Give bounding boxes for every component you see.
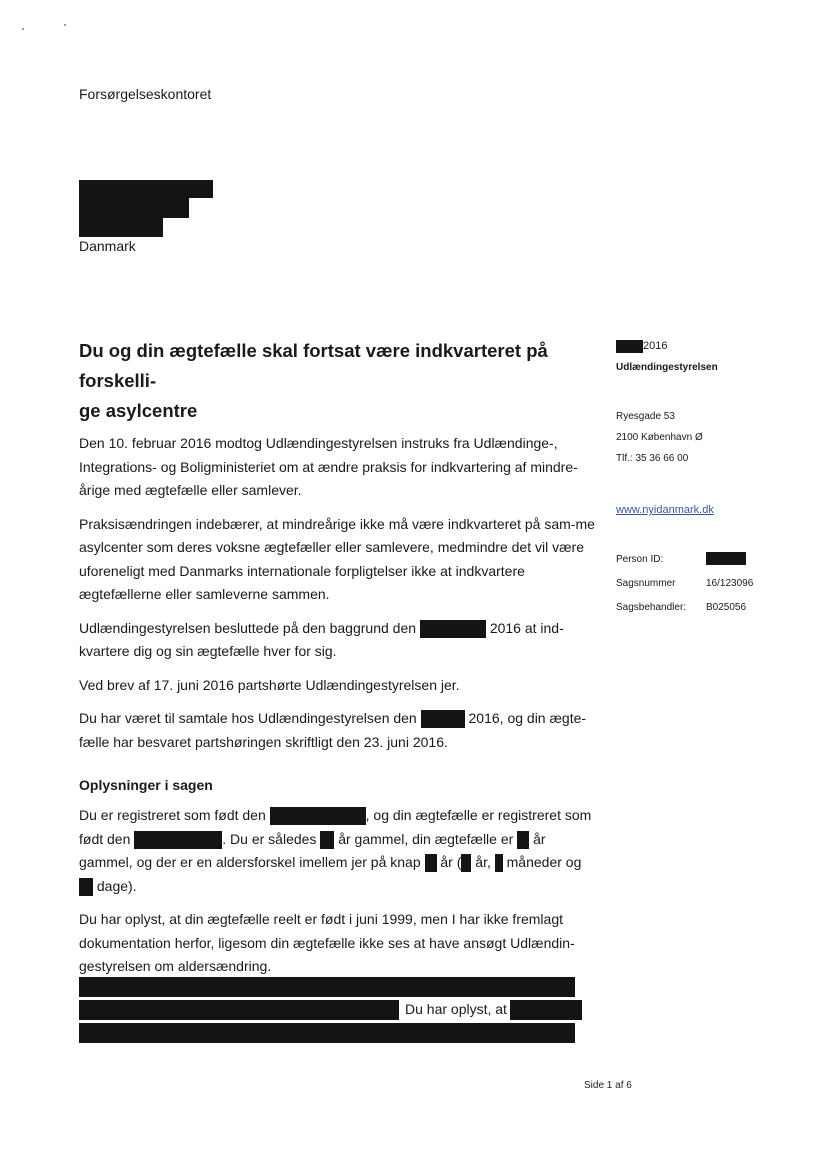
person-id-label: Person ID: (616, 553, 664, 565)
section-paragraph-2: Du har oplyst, at din ægtefælle reelt er født i juni 1999, men I har ikke fremlagt dokumentation herfor, ligesom din ægtefælle ikke ses at have ansøgt Udlændin-gestyrelsen om aldersændring. (79, 911, 575, 974)
sender-sidebar (616, 336, 816, 378)
case-info (616, 547, 753, 619)
paragraph-5: Du har været til samtale hos Udlændingestyrelsen den 2016, og din ægte-fælle har besvaret partshøringen skriftligt den 23. juni 2016. (79, 710, 587, 750)
case-number-label: Sagsnummer (616, 577, 676, 589)
city: 2100 København Ø (616, 432, 703, 443)
paragraph-3: Udlændingestyrelsen besluttede på den baggrund den 2016 at ind-kvartere dig og sin ægtefælle hver for sig. (79, 619, 564, 659)
section-paragraph-1: Du er registreret som født den , og din ægtefælle er registreret som født den . Du er således år gammel, din ægtefælle er år gammel, og der er en aldersforskel imellem jer på knap år ( år, måneder og dage). (79, 804, 599, 898)
redacted-line-1 (79, 977, 575, 997)
paragraph-4: Ved brev af 17. juni 2016 partshørte Udlændingestyrelsen jer. (79, 676, 460, 693)
phone: Tlf.: 35 36 66 00 (616, 453, 689, 464)
title-line-1: Du og din ægtefælle skal fortsat være indkvarteret på forskelli- (79, 340, 548, 391)
org-name: Udlændingestyrelsen (616, 362, 718, 373)
redacted-years (461, 854, 471, 872)
redacted-age (320, 831, 334, 849)
partial-sentence: Du har oplyst, at (405, 1001, 507, 1017)
page-number: Side 1 af 6 (584, 1080, 632, 1091)
redacted-line-2 (79, 1000, 399, 1020)
scan-speck (64, 24, 66, 26)
redacted-line-3 (79, 1023, 575, 1043)
redacted-birthdate (134, 831, 222, 849)
body-text (79, 432, 599, 754)
org-address (616, 406, 703, 469)
case-number-value: 16/123096 (706, 577, 754, 589)
handler-value: B025056 (706, 601, 747, 613)
title-line-2: ge asylcentre (79, 400, 198, 421)
redacted-person-id (706, 552, 746, 565)
website-link[interactable]: www.nyidanmark.dk (616, 504, 714, 516)
redacted-line-2-end (510, 1000, 582, 1020)
letter-title (79, 336, 599, 426)
redacted-months (495, 854, 503, 872)
street: Ryesgade 53 (616, 411, 675, 422)
redacted-years (425, 854, 437, 872)
paragraph-2: Praksisændringen indebærer, at mindreårige ikke må være indkvarteret på sam-me asylcenter som deres voksne ægtefæller eller samlevere, medmindre det vil være uforeneligt med Danmarks internationale forpligtelser ikke at indkvartere ægtefællerne eller samleverne sammen. (79, 515, 595, 602)
redacted-days (79, 878, 93, 896)
redacted-date (420, 620, 486, 638)
sender-office: Forsørgelseskontoret (79, 86, 212, 102)
letter-date: 2016 (616, 336, 816, 357)
recipient-country: Danmark (79, 238, 136, 254)
section-heading: Oplysninger i sagen (79, 777, 213, 793)
scan-speck (22, 28, 24, 30)
paragraph-1: Den 10. februar 2016 modtog Udlændingestyrelsen instruks fra Udlændinge-, Integrations- og Boligministeriet om at ændre praksis for indkvartering af mindre-årige med ægtefælle eller samlever. (79, 435, 578, 498)
section-text (79, 804, 599, 979)
redacted-birthdate (270, 807, 366, 825)
website-wrap (616, 500, 714, 521)
redacted-date (421, 710, 465, 728)
redacted-age (517, 831, 529, 849)
handler-label: Sagsbehandler: (616, 601, 687, 613)
